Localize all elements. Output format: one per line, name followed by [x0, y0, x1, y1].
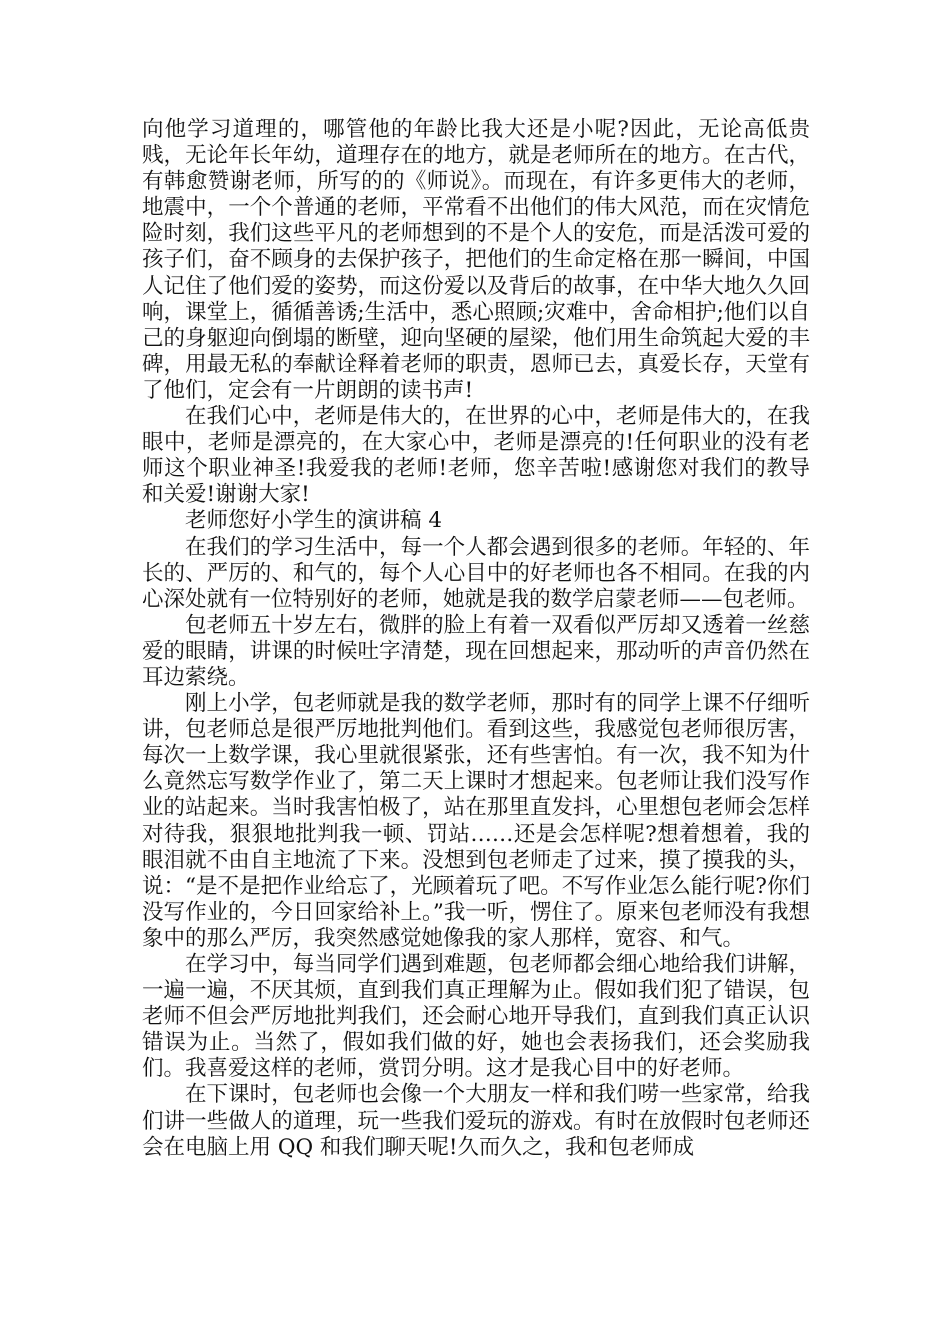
- paragraph-continuation: 向他学习道理的，哪管他的年龄比我大还是小呢?因此，无论高低贵贱，无论年长年幼，道理存在的地方，就是老师所在的地方。在古代，有韩愈赞谢老师，所写的的《师说》。而现在，有许多更伟大的老师，地震中，一个个普通的老师，平常看不出他们的伟大风范，而在灾情危险时刻，我们这些平凡的老师想到的不是个人的安危，而是活泼可爱的孩子们，奋不顾身的去保护孩子，把他们的生命定格在那一瞬间，中国人记住了他们爱的姿势，而这份爱以及背后的故事，在中华大地久久回响，课堂上，循循善诱;生活中，悉心照顾;灾难中，舍命相护;他们以自己的身躯迎向倒塌的断壁，迎向坚硬的屋梁，他们用生命筑起大爱的丰碑，用最无私的奉献诠释着老师的职责，恩师已去，真爱长存，天堂有了他们，定会有一片朗朗的读书声!: [142, 117, 810, 403]
- paragraph-story: 刚上小学，包老师就是我的数学老师，那时有的同学上课不仔细听讲，包老师总是很严厉地批判他们。看到这些，我感觉包老师很厉害，每次一上数学课，我心里就很紧张，还有些害怕。有一次，我不知为什么竟然忘写数学作业了，第二天上课时才想起来。包老师让我们没写作业的站起来。当时我害怕极了，站在那里直发抖，心里想包老师会怎样对待我，狠狠地批判我一顿、罚站……还是会怎样呢?想着想着，我的眼泪就不由自主地流了下来。没想到包老师走了过来，摸了摸我的头，说：“是不是把作业给忘了，光顾着玩了吧。不写作业怎么能行呢?你们没写作业的，今日回家给补上。”我一听，愣住了。原来包老师没有我想象中的那么严厉，我突然感觉她像我的家人那样，宽容、和气。: [142, 691, 810, 951]
- paragraph-intro: 在我们的学习生活中，每一个人都会遇到很多的老师。年轻的、年长的、严厉的、和气的，每个人心目中的好老师也各不相同。在我的内心深处就有一位特别好的老师，她就是我的数学启蒙老师——包老师。: [142, 534, 810, 612]
- paragraph-description: 包老师五十岁左右，微胖的脸上有着一双看似严厉却又透着一丝慈爱的眼睛，讲课的时候吐字清楚，现在回想起来，那动听的声音仍然在耳边萦绕。: [142, 612, 810, 690]
- paragraph-break-time: 在下课时，包老师也会像一个大朋友一样和我们唠一些家常，给我们讲一些做人的道理，玩一些我们爱玩的游戏。有时在放假时包老师还会在电脑上用 QQ 和我们聊天呢!久而久之，我和包老师成: [142, 1082, 810, 1160]
- document-page: [142, 117, 810, 1161]
- paragraph-learning: 在学习中，每当同学们遇到难题，包老师都会细心地给我们讲解，一遍一遍，不厌其烦，直到我们真正理解为止。假如我们犯了错误，包老师不但会严厉地批判我们，还会耐心地开导我们，直到我们真正认识错误为止。当然了，假如我们做的好，她也会表扬我们，还会奖励我们。我喜爱这样的老师，赏罚分明。这才是我心目中的好老师。: [142, 952, 810, 1082]
- paragraph-closing: 在我们心中，老师是伟大的，在世界的心中，老师是伟大的，在我眼中，老师是漂亮的，在大家心中，老师是漂亮的!任何职业的没有老师这个职业神圣!我爱我的老师!老师，您辛苦啦!感谢您对我们的教导和关爱!谢谢大家!: [142, 404, 810, 508]
- section-heading: 老师您好小学生的演讲稿 4: [185, 508, 443, 534]
